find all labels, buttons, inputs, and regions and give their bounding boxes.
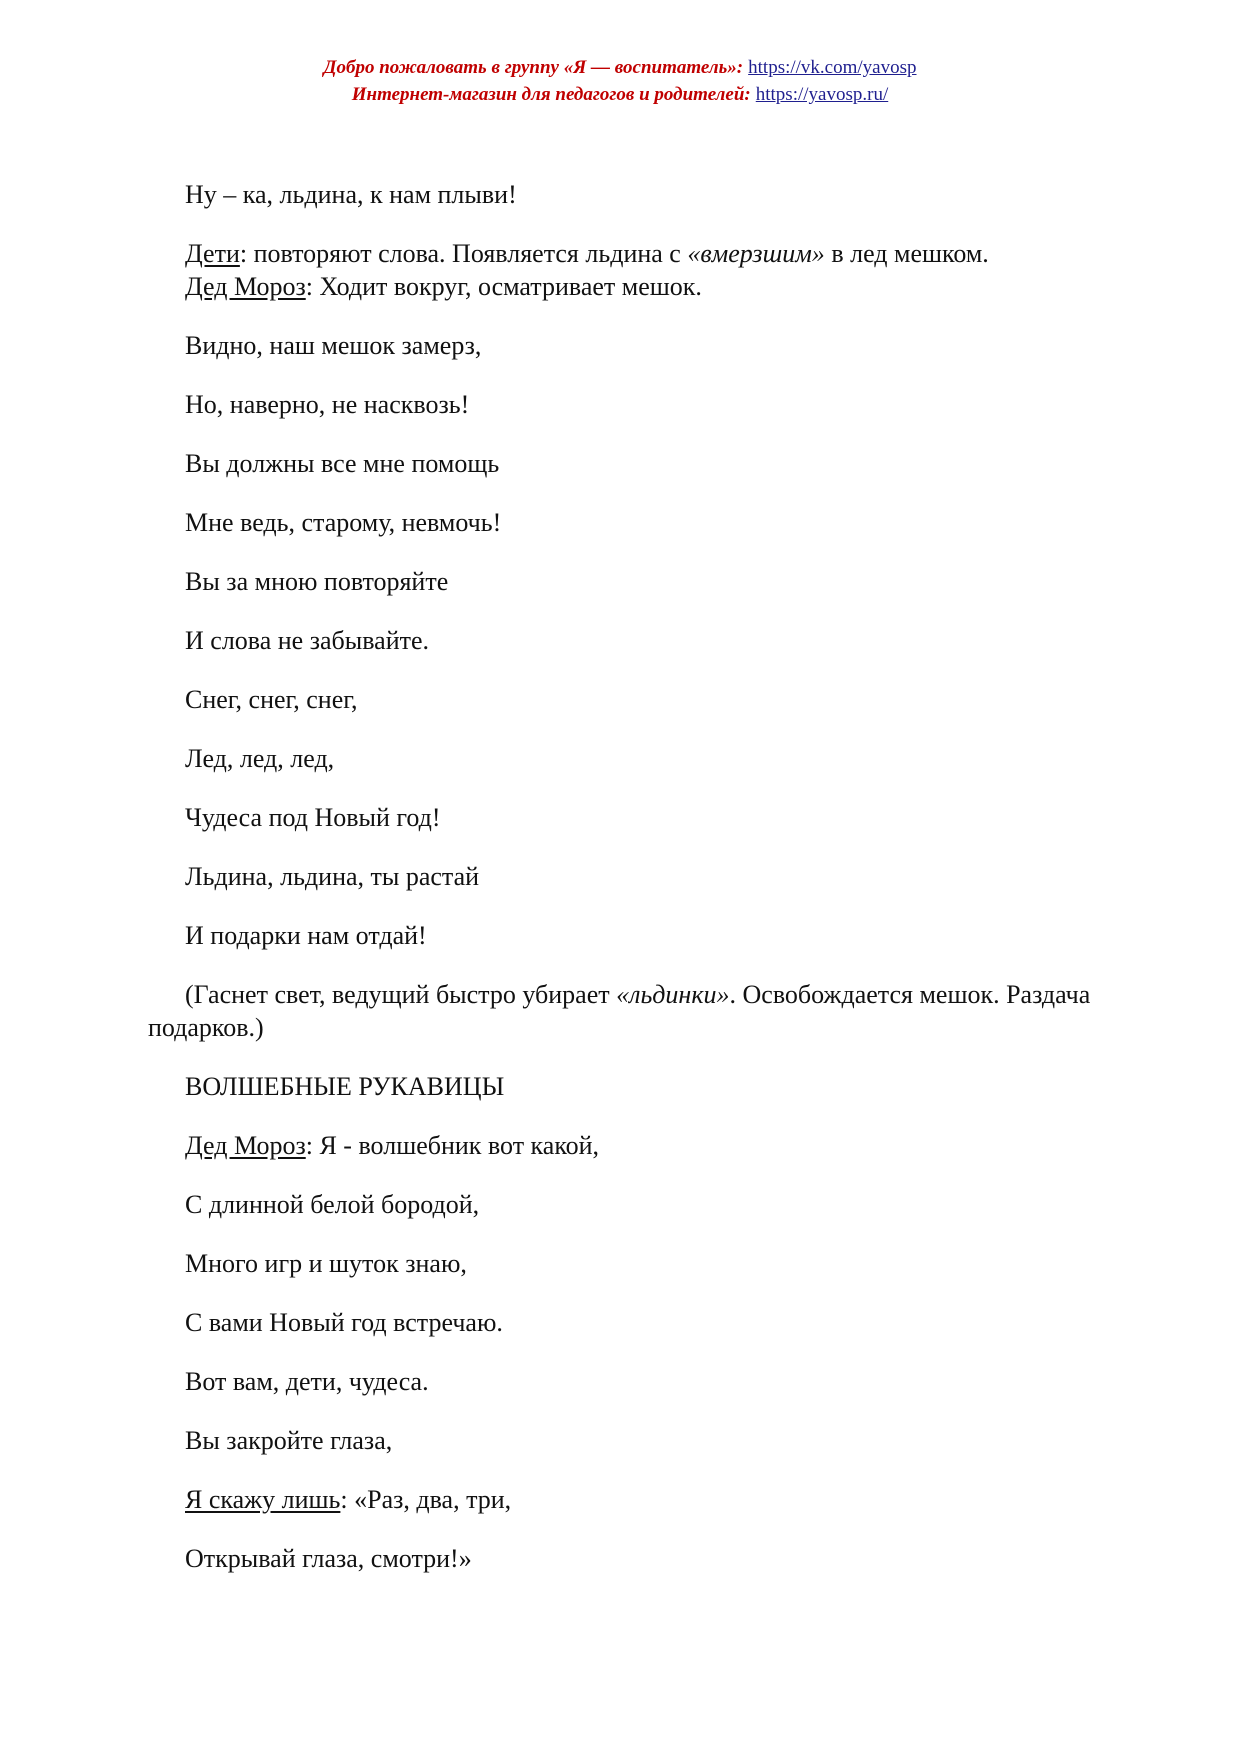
line [148, 1483, 1108, 1516]
direction-text: . Освобождается мешок. Раздача подарков.) [148, 980, 1091, 1042]
script-text [148, 178, 1108, 1575]
speaker-label: Я скажу лишь [185, 1485, 341, 1514]
page-header [0, 54, 1240, 108]
line: Но, наверно, не насквозь! [185, 390, 470, 419]
line: Видно, наш мешок замерз, [185, 331, 482, 360]
speaker-label: Дети [185, 239, 240, 268]
line: Открывай глаза, смотри!» [185, 1544, 472, 1573]
speaker-label: Дед Мороз [185, 272, 306, 301]
line: С длинной белой бородой, [185, 1190, 480, 1219]
emphasis-text: «вмерзшим» [687, 239, 825, 268]
line: Лед, лед, лед, [185, 744, 335, 773]
line: Мне ведь, старому, невмочь! [185, 508, 502, 537]
group-invite-text: Добро пожаловать в группу «Я — воспитатель»: [323, 57, 744, 78]
shop-invite-text: Интернет-магазин для педагогов и родителей: [351, 84, 751, 105]
line: Много игр и шуток знаю, [185, 1249, 467, 1278]
stage-direction [148, 237, 1108, 270]
line-text: : Я - волшебник вот какой, [305, 1131, 600, 1160]
header-line-group [0, 54, 1240, 81]
shop-link[interactable]: https://yavosp.ru/ [755, 84, 889, 105]
stage-direction [148, 270, 1108, 303]
stage-direction [148, 978, 1108, 1044]
direction-text: : повторяют слова. Появляется льдина с [239, 239, 688, 268]
header-line-shop [0, 81, 1240, 108]
direction-text: (Гаснет свет, ведущий быстро убирает [185, 980, 617, 1009]
line: Снег, снег, снег, [185, 685, 358, 714]
line [148, 1129, 1108, 1162]
vk-group-link[interactable]: https://vk.com/yavosp [748, 57, 917, 78]
section-title: ВОЛШЕБНЫЕ РУКАВИЦЫ [185, 1072, 505, 1101]
line: И слова не забывайте. [185, 626, 430, 655]
line: И подарки нам отдай! [185, 921, 427, 950]
line: Льдина, льдина, ты растай [185, 862, 480, 891]
line: Вы закройте глаза, [185, 1426, 393, 1455]
line: Вы за мною повторяйте [185, 567, 449, 596]
line: Вы должны все мне помощь [185, 449, 500, 478]
direction-text: в лед мешком. [824, 239, 989, 268]
line: Вот вам, дети, чудеса. [185, 1367, 429, 1396]
emphasis-text: «льдинки» [616, 980, 730, 1009]
line: С вами Новый год встречаю. [185, 1308, 503, 1337]
direction-text: : Ходит вокруг, осматривает мешок. [305, 272, 702, 301]
line-text: : «Раз, два, три, [340, 1485, 512, 1514]
line: Ну – ка, льдина, к нам плыви! [185, 180, 517, 209]
line: Чудеса под Новый год! [185, 803, 441, 832]
speaker-label: Дед Мороз [185, 1131, 306, 1160]
